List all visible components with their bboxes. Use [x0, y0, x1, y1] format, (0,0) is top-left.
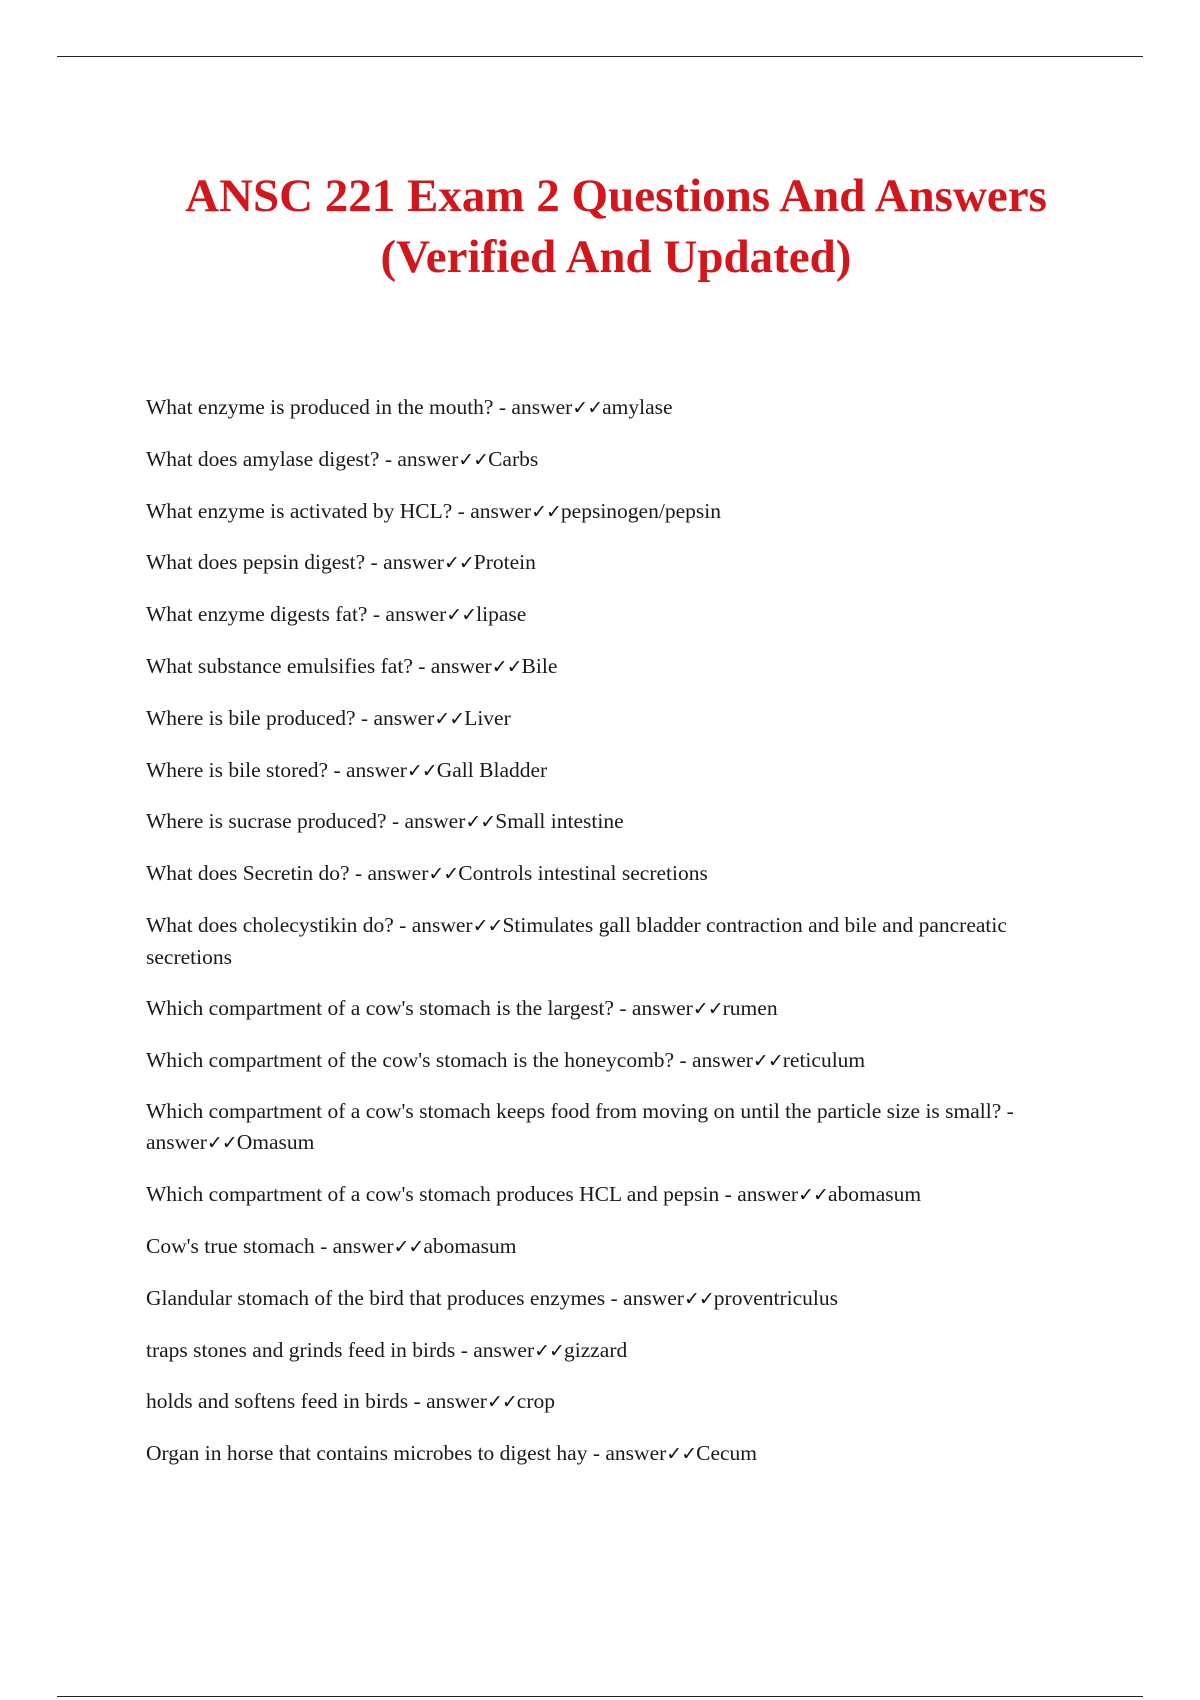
qa-item: [146, 1045, 1051, 1077]
separator: -: [365, 550, 384, 575]
check-marker-icon: ✓✓: [428, 863, 459, 886]
question-text: What enzyme is activated by HCL?: [146, 498, 453, 523]
answer-text: Protein: [473, 550, 536, 575]
separator: -: [367, 602, 386, 627]
separator: -: [674, 1047, 693, 1072]
separator: -: [412, 653, 431, 678]
separator: -: [587, 1441, 606, 1466]
document-title: ANSC 221 Exam 2 Questions And Answers (Verified And Updated): [185, 170, 1047, 283]
answer-text: Stimulates gall bladder contraction and bile and pancreatic secretions: [146, 912, 1007, 969]
answer-text: abomasum: [423, 1233, 517, 1258]
question-text: What does cholecystikin do?: [146, 912, 394, 937]
qa-item: [146, 651, 1051, 683]
separator: -: [719, 1182, 738, 1207]
separator: -: [349, 861, 368, 886]
question-text: What does Secretin do?: [146, 861, 350, 886]
qa-item: [146, 496, 1051, 528]
qa-item: [146, 1386, 1051, 1418]
answer-text: Bile: [521, 653, 558, 678]
check-marker-icon: ✓✓: [752, 1049, 783, 1072]
check-marker-icon: ✓✓: [393, 1235, 424, 1258]
answer-text: Gall Bladder: [436, 757, 548, 782]
question-text: What does amylase digest?: [146, 446, 380, 471]
answer-label: answer: [385, 602, 447, 627]
answer-label: answer: [631, 995, 693, 1020]
separator: -: [314, 1233, 333, 1258]
question-text: holds and softens feed in birds: [146, 1389, 409, 1414]
answer-label: answer: [511, 395, 573, 419]
qa-item: [146, 910, 1051, 973]
qa-item: [146, 599, 1051, 631]
check-marker-icon: ✓✓: [572, 397, 603, 419]
answer-text: lipase: [476, 602, 527, 627]
answer-text: pepsinogen/pepsin: [560, 498, 721, 523]
qa-item: [146, 993, 1051, 1025]
qa-item: [146, 1438, 1051, 1470]
qa-item: [146, 1096, 1051, 1159]
question-text: Which compartment of the cow's stomach is the honeycomb?: [146, 1047, 675, 1072]
qa-item: [146, 806, 1051, 838]
answer-label: answer: [346, 757, 407, 782]
question-text: What enzyme digests fat?: [146, 602, 368, 627]
answer-label: answer: [605, 1441, 667, 1466]
answer-label: answer: [404, 809, 466, 834]
footer-rule: [57, 1696, 1143, 1697]
check-marker-icon: ✓✓: [531, 500, 561, 523]
answer-label: answer: [426, 1389, 487, 1414]
separator: -: [493, 395, 512, 419]
check-marker-icon: ✓✓: [692, 997, 723, 1020]
separator: -: [379, 446, 398, 471]
check-marker-icon: ✓✓: [666, 1443, 697, 1466]
check-marker-icon: ✓✓: [491, 655, 522, 678]
answer-label: answer: [430, 653, 492, 678]
qa-item: [146, 444, 1051, 476]
answer-text: reticulum: [782, 1047, 866, 1072]
answer-text: gizzard: [563, 1337, 628, 1362]
answer-label: answer: [367, 861, 429, 886]
answer-text: Carbs: [488, 446, 539, 471]
answer-label: answer: [383, 550, 444, 575]
check-marker-icon: ✓✓: [465, 811, 496, 834]
qa-list: [146, 392, 1051, 1490]
question-text: Which compartment of a cow's stomach keeps food from moving on until the particle size is small?: [146, 1099, 1002, 1124]
qa-item: [146, 1179, 1051, 1211]
answer-text: abomasum: [827, 1182, 922, 1207]
separator: -: [355, 705, 374, 730]
qa-item: [146, 858, 1051, 890]
separator: -: [393, 912, 412, 937]
answer-text: Controls intestinal secretions: [458, 861, 708, 886]
question-text: What substance emulsifies fat?: [146, 653, 413, 678]
question-text: What does pepsin digest?: [146, 550, 366, 575]
qa-item: [146, 392, 1051, 424]
check-marker-icon: ✓✓: [406, 759, 437, 782]
answer-label: answer: [332, 1233, 394, 1258]
check-marker-icon: ✓✓: [798, 1184, 828, 1207]
check-marker-icon: ✓✓: [443, 552, 474, 575]
qa-item: [146, 1231, 1051, 1263]
qa-item: [146, 547, 1051, 579]
question-text: Which compartment of a cow's stomach produces HCL and pepsin: [146, 1182, 720, 1207]
question-text: Cow's true stomach: [146, 1233, 315, 1258]
answer-label: answer: [146, 1130, 207, 1155]
answer-text: Omasum: [236, 1130, 315, 1155]
qa-item: [146, 703, 1051, 735]
answer-label: answer: [473, 1337, 535, 1362]
check-marker-icon: ✓✓: [486, 1391, 517, 1414]
question-text: Which compartment of a cow's stomach is the largest?: [146, 995, 614, 1020]
separator: -: [386, 809, 405, 834]
answer-label: answer: [373, 705, 435, 730]
answer-text: Cecum: [696, 1441, 758, 1466]
check-marker-icon: ✓✓: [472, 914, 503, 937]
question-text: Glandular stomach of the bird that produces enzymes: [146, 1285, 606, 1310]
header-rule: [57, 56, 1143, 57]
answer-label: answer: [411, 912, 473, 937]
separator: -: [613, 995, 632, 1020]
question-text: traps stones and grinds feed in birds: [146, 1337, 456, 1362]
answer-label: answer: [737, 1182, 799, 1207]
qa-item: [146, 1283, 1051, 1315]
separator: -: [452, 498, 471, 523]
question-text: Organ in horse that contains microbes to digest hay: [146, 1441, 588, 1466]
answer-text: amylase: [602, 395, 673, 419]
check-marker-icon: ✓✓: [446, 604, 477, 627]
separator: -: [1001, 1099, 1014, 1124]
check-marker-icon: ✓✓: [434, 707, 465, 730]
question-text: What enzyme is produced in the mouth?: [146, 395, 494, 419]
separator: -: [328, 757, 346, 782]
question-text: Where is bile stored?: [146, 757, 329, 782]
separator: -: [605, 1285, 624, 1310]
answer-label: answer: [397, 446, 459, 471]
qa-item: [146, 1335, 1051, 1367]
check-marker-icon: ✓✓: [534, 1339, 564, 1362]
question-text: Where is bile produced?: [146, 705, 356, 730]
answer-text: crop: [516, 1389, 555, 1414]
answer-text: rumen: [722, 995, 778, 1020]
separator: -: [455, 1337, 474, 1362]
answer-text: proventriculus: [713, 1285, 838, 1310]
qa-item: [146, 755, 1051, 787]
answer-label: answer: [692, 1047, 753, 1072]
answer-text: Liver: [464, 705, 511, 730]
answer-label: answer: [470, 498, 532, 523]
separator: -: [408, 1389, 427, 1414]
answer-text: Small intestine: [495, 809, 624, 834]
question-text: Where is sucrase produced?: [146, 809, 387, 834]
check-marker-icon: ✓✓: [683, 1287, 714, 1310]
answer-label: answer: [623, 1285, 684, 1310]
check-marker-icon: ✓✓: [206, 1132, 237, 1155]
check-marker-icon: ✓✓: [458, 448, 489, 471]
